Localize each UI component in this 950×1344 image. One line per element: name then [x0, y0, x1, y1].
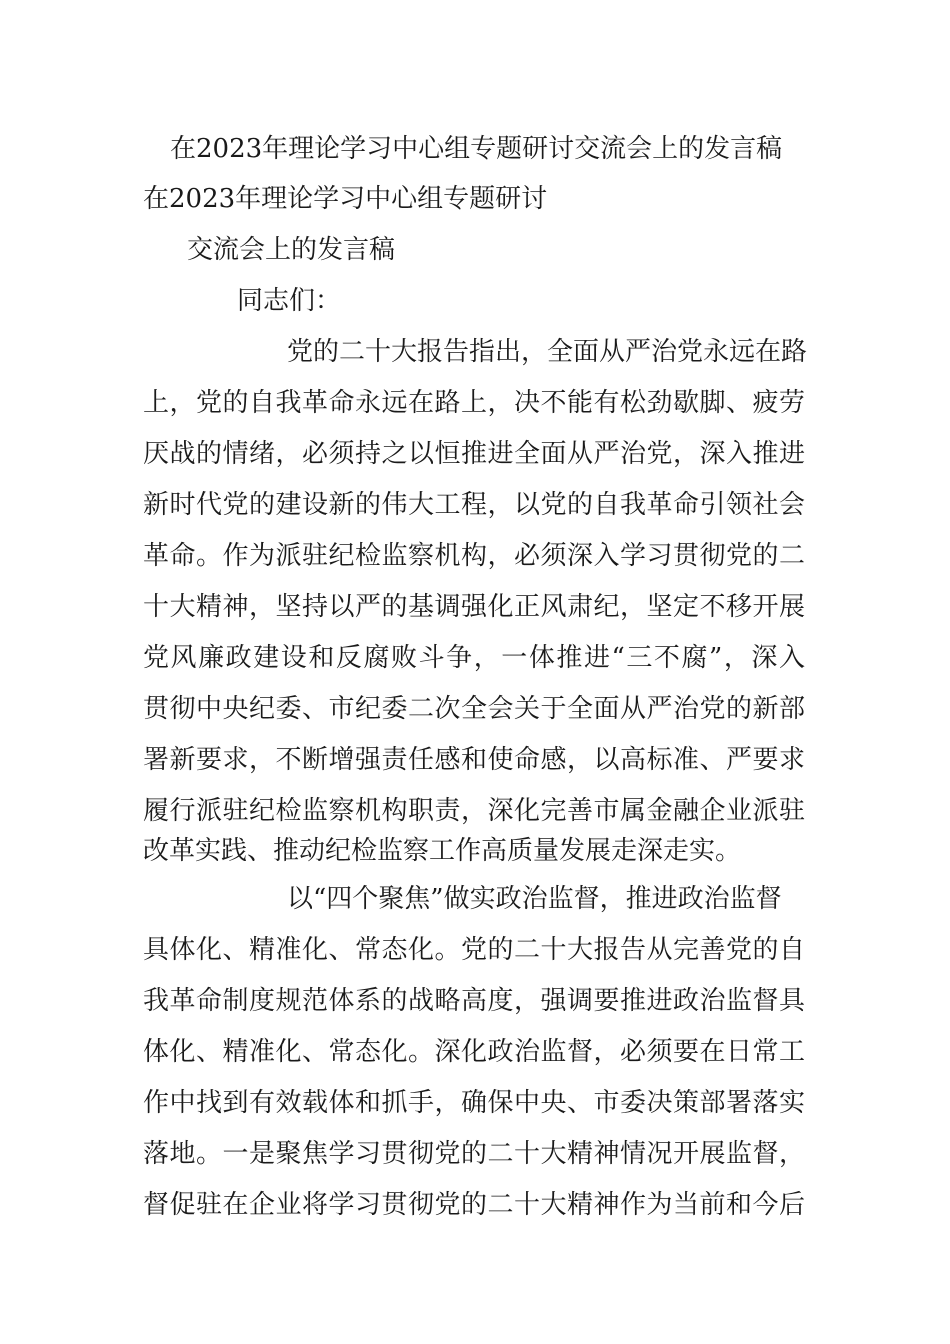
paragraph-line: 贯彻中央纪委、市纪委二次全会关于全面从严治党的新部	[143, 694, 805, 724]
paragraph-line: 党的二十大报告指出，全面从严治党永远在路	[287, 337, 808, 367]
paragraph-line: 体化、精准化、常态化。深化政治监督，必须要在日常工	[143, 1037, 805, 1067]
paragraph-line: 厌战的情绪，必须持之以恒推进全面从严治党，深入推进	[143, 439, 805, 469]
paragraph-line: 改革实践、推动纪检监察工作高质量发展走深走实。	[143, 836, 742, 866]
paragraph-line: 新时代党的建设新的伟大工程，以党的自我革命引领社会	[143, 490, 805, 520]
paragraph-line: 十大精神，坚持以严的基调强化正风肃纪，坚定不移开展	[143, 592, 805, 622]
paragraph-line: 党风廉政建设和反腐败斗争，一体推进“三不腐”，深入	[143, 643, 805, 673]
paragraph-line: 具体化、精准化、常态化。党的二十大报告从完善党的自	[143, 935, 805, 965]
paragraph-line: 落地。一是聚焦学习贯彻党的二十大精神情况开展监督，	[143, 1139, 805, 1169]
paragraph-line: 上，党的自我革命永远在路上，决不能有松劲歇脚、疲劳	[143, 388, 805, 418]
paragraph-line: 履行派驻纪检监察机构职责，深化完善市属金融企业派驻	[143, 796, 805, 826]
paragraph-line: 督促驻在企业将学习贯彻党的二十大精神作为当前和今后	[143, 1190, 805, 1220]
paragraph-line: 署新要求，不断增强责任感和使命感，以高标准、严要求	[143, 745, 805, 775]
document-title-line-2: 交流会上的发言稿	[187, 235, 396, 265]
paragraph-line: 以“四个聚焦”做实政治监督，推进政治监督	[287, 884, 782, 914]
document-title-line-1: 在2023年理论学习中心组专题研讨	[143, 184, 548, 214]
paragraph-line: 作中找到有效载体和抓手，确保中央、市委决策部署落实	[143, 1088, 805, 1118]
document-heading: 在2023年理论学习中心组专题研讨交流会上的发言稿	[170, 134, 783, 164]
paragraph-line: 我革命制度规范体系的战略高度，强调要推进政治监督具	[143, 986, 805, 1016]
paragraph-line: 革命。作为派驻纪检监察机构，必须深入学习贯彻党的二	[143, 541, 805, 571]
salutation: 同志们：	[237, 286, 342, 316]
